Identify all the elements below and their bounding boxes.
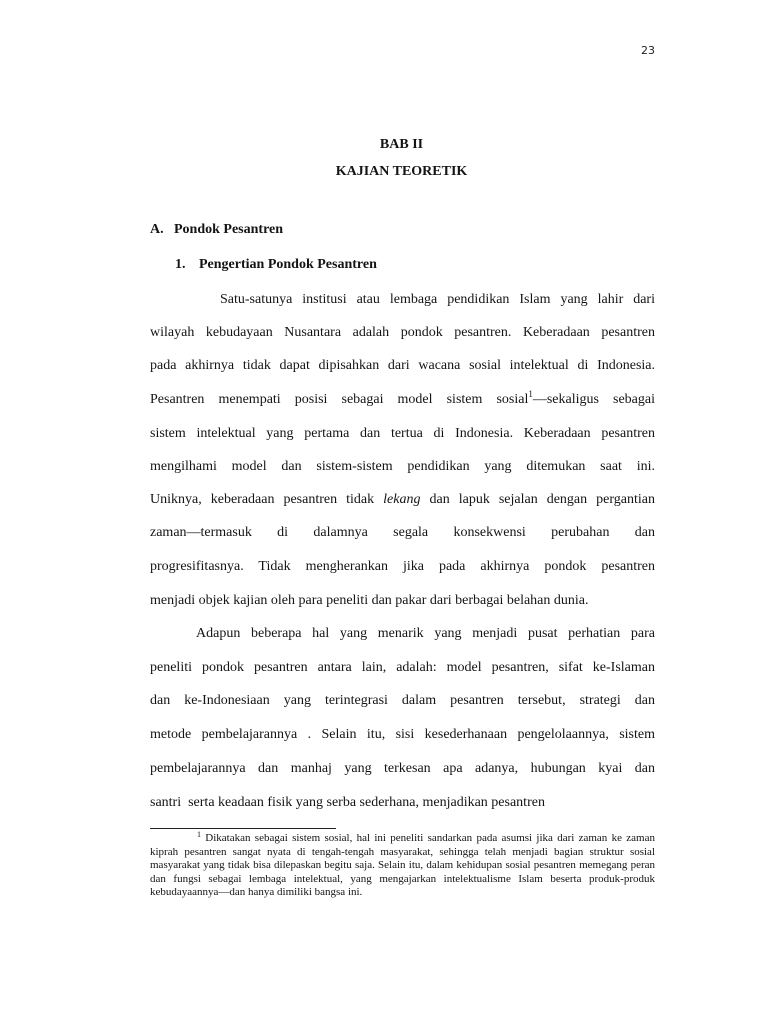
text-segment: Uniknya, keberadaan pesantren tidak: [150, 492, 384, 507]
paragraph-line: dan ke-Indonesiaan yang terintegrasi dalam pesantren tersebut, strategi dan: [150, 693, 655, 708]
subsection-number: 1.: [175, 257, 186, 272]
section-heading: [150, 222, 283, 238]
paragraph-line: wilayah kebudayaan Nusantara adalah pondok pesantren. Keberadaan pesantren: [150, 325, 655, 340]
chapter-number: BAB II: [379, 137, 424, 152]
chapter-title: KAJIAN TEORETIK: [335, 164, 468, 179]
paragraph-line: zaman—termasuk di dalamnya segala konsekwensi perubahan dan: [150, 525, 655, 540]
footnote-marker: 1: [197, 830, 201, 839]
section-title: Pondok Pesantren: [174, 222, 284, 237]
paragraph-line: sistem intelektual yang pertama dan tertua di Indonesia. Keberadaan pesantren: [150, 426, 655, 441]
paragraph-line: metode pembelajarannya . Selain itu, sisi kesederhanaan pengelolaannya, sistem: [150, 727, 655, 742]
paragraph-line: santri serta keadaan fisik yang serba sederhana, menjadikan pesantren: [150, 795, 545, 810]
subsection-heading: [175, 257, 377, 273]
footnote-reference: 1: [528, 389, 533, 399]
section-number: A.: [150, 222, 164, 237]
paragraph-line: progresifitasnya. Tidak mengherankan jika pada akhirnya pondok pesantren: [150, 559, 655, 574]
footnote-divider: [150, 828, 336, 829]
paragraph-line: Satu-satunya institusi atau lembaga pendidikan Islam yang lahir dari: [220, 292, 655, 307]
paragraph-line: peneliti pondok pesantren antara lain, adalah: model pesantren, sifat ke-Islaman: [150, 660, 655, 675]
paragraph-line: [150, 491, 655, 509]
paragraph-line: mengilhami model dan sistem-sistem pendidikan yang ditemukan saat ini.: [150, 459, 655, 474]
footnote: [150, 832, 655, 900]
paragraph-line: pada akhirnya tidak dapat dipisahkan dari wacana sosial intelektual di Indonesia.: [150, 358, 655, 373]
emphasis-text: lekang: [383, 492, 421, 507]
subsection-title: Pengertian Pondok Pesantren: [199, 257, 377, 272]
text-segment: dan lapuk sejalan dengan pergantian: [420, 492, 655, 507]
paragraph-line: pembelajarannya dan manhaj yang terkesan apa adanya, hubungan kyai dan: [150, 761, 655, 776]
paragraph-line: menjadi objek kajian oleh para peneliti dan pakar dari berbagai belahan dunia.: [150, 593, 589, 608]
page-number: 23: [641, 44, 655, 57]
footnote-text: Dikatakan sebagai sistem sosial, hal ini peneliti sandarkan pada asumsi jika dari zaman ke zaman kiprah pesantren sangat nyata di tengah-tengah masyarakat, sehingga telah menjadi bagian struktur sosial masyarakat yang tidak bisa dilepaskan begitu saja. Selain itu, dalam kehidupan sosial pesantren memegang peran dan fungsi sebagai lembaga intelektual, yang mengajarkan intelektualisme Islam beserta produk-produk kebudayaannya—dan hanya dimiliki bangsa ini.: [150, 832, 655, 898]
paragraph-line: Adapun beberapa hal yang menarik yang menjadi pusat perhatian para: [196, 626, 655, 641]
text-segment: —sekaligus sebagai: [532, 392, 655, 407]
text-segment: Pesantren menempati posisi sebagai model sistem sosial: [150, 392, 529, 407]
paragraph-line: [150, 391, 655, 409]
